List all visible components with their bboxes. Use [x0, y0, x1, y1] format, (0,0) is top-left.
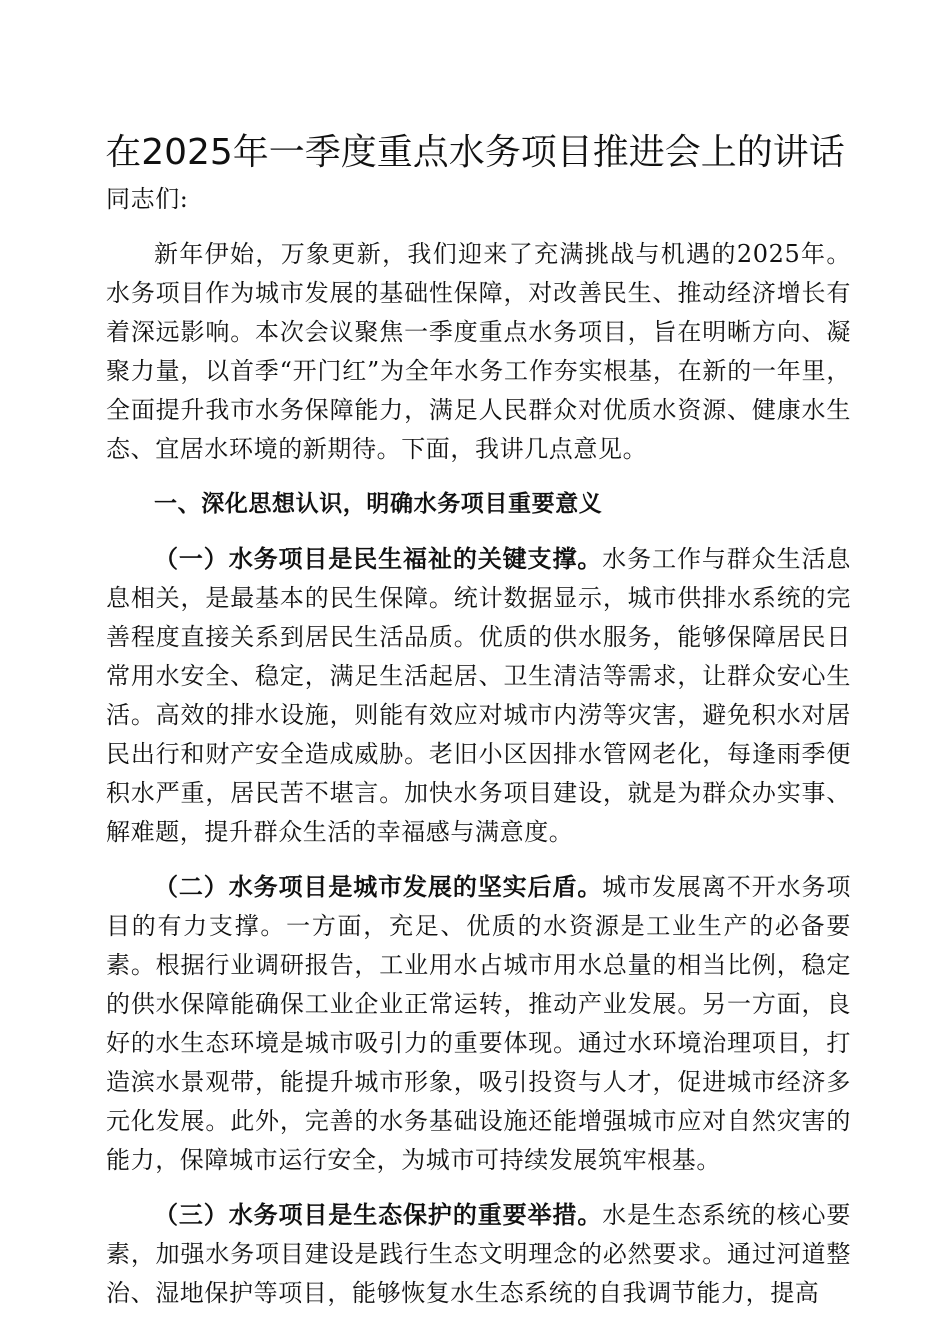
paragraph-lead: （三）水务项目是生态保护的重要举措。: [154, 1201, 603, 1229]
paragraph-item-2: [106, 868, 851, 1180]
paragraph-text: 水务工作与群众生活息息相关，是最基本的民生保障。统计数据显示，城市供排水系统的完善程度直接关系到居民生活品质。优质的供水服务，能够保障居民日常用水安全、稳定，满足生活起居、卫生清洁等需求，让群众安心生活。高效的排水设施，则能有效应对城市内涝等灾害，避免积水对居民出行和财产安全造成威胁。老旧小区因排水管网老化，每逢雨季便积水严重，居民苦不堪言。加快水务项目建设，就是为群众办实事、解难题，提升群众生活的幸福感与满意度。: [106, 545, 851, 846]
paragraph-lead: （二）水务项目是城市发展的坚实后盾。: [154, 873, 603, 901]
paragraph-text: 水是生态系统的核心要素，加强水务项目建设是践行生态文明理念的必然要求。通过河道整治、湿地保护等项目，能够恢复水生态系统的自我调节能力，提高: [106, 1201, 851, 1307]
paragraph-text: 城市发展离不开水务项目的有力支撑。一方面，充足、优质的水资源是工业生产的必备要素。根据行业调研报告，工业用水占城市用水总量的相当比例，稳定的供水保障能确保工业企业正常运转，推动产业发展。另一方面，良好的水生态环境是城市吸引力的重要体现。通过水环境治理项目，打造滨水景观带，能提升城市形象，吸引投资与人才，促进城市经济多元化发展。此外，完善的水务基础设施还能增强城市应对自然灾害的能力，保障城市运行安全，为城市可持续发展筑牢根基。: [106, 873, 851, 1174]
salutation: 同志们:: [106, 185, 189, 213]
paragraph-item-3: [106, 1196, 851, 1313]
section-heading-1: 一、深化思想认识，明确水务项目重要意义: [154, 491, 603, 517]
document-body: [106, 180, 851, 1313]
paragraph-lead: （一）水务项目是民生福祉的关键支撑。: [154, 545, 603, 573]
page-title: 在2025年一季度重点水务项目推进会上的讲话: [105, 132, 845, 173]
paragraph-item-1: [106, 540, 851, 852]
intro-paragraph: 新年伊始，万象更新，我们迎来了充满挑战与机遇的2025年。水务项目作为城市发展的基础性保障，对改善民生、推动经济增长有着深远影响。本次会议聚焦一季度重点水务项目，旨在明晰方向、凝聚力量，以首季“开门红”为全年水务工作夯实根基，在新的一年里，全面提升我市水务保障能力，满足人民群众对优质水资源、健康水生态、宜居水环境的新期待。下面，我讲几点意见。: [106, 240, 851, 463]
